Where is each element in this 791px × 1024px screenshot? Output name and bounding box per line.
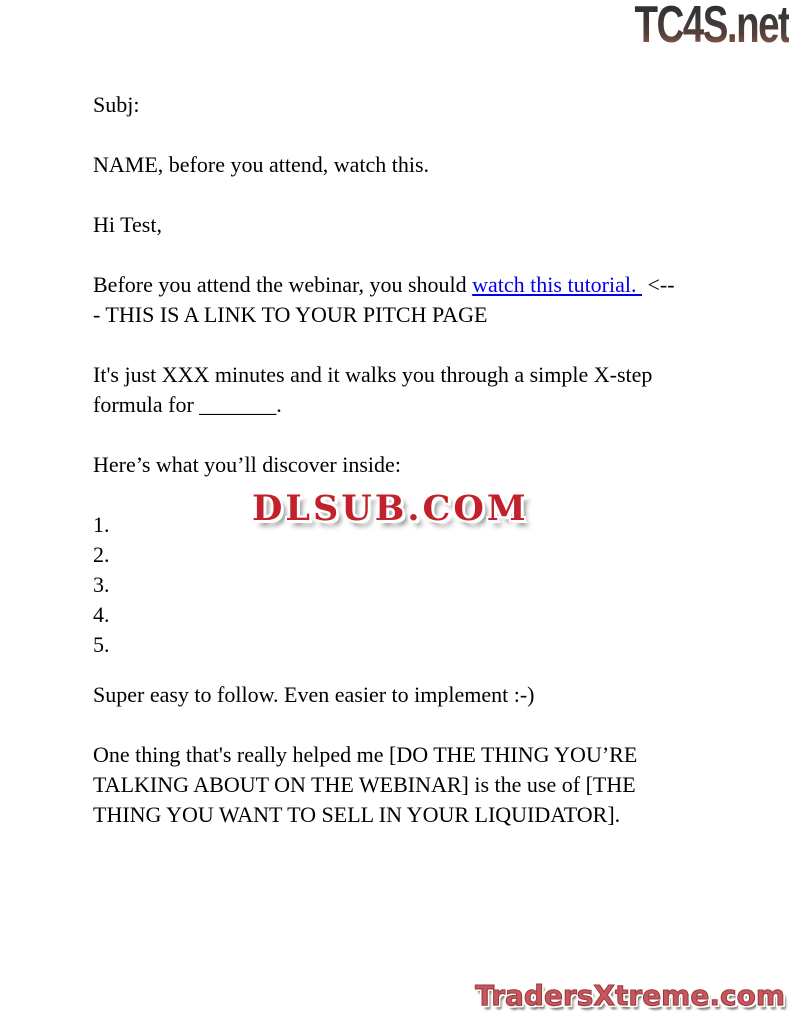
tc4s-logo: TC4S.net: [634, 0, 789, 54]
discover-list: [93, 510, 679, 660]
list-item-1: 1.: [93, 512, 110, 537]
subject-line: NAME, before you attend, watch this.: [93, 152, 430, 177]
greeting: Hi Test,: [93, 212, 162, 237]
link-paragraph-before: Before you attend the webinar, you should: [93, 272, 473, 297]
subject-label: Subj:: [93, 92, 140, 117]
tradersxtreme-logo: TradersXtreme.com: [475, 979, 785, 1012]
list-item-5: 5.: [93, 632, 110, 657]
list-item-3: 3.: [93, 572, 110, 597]
duration-paragraph: It's just XXX minutes and it walks you through a simple X-step formula for _______.: [93, 362, 653, 417]
tutorial-link[interactable]: watch this tutorial.: [472, 272, 642, 297]
discover-intro: Here’s what you’ll discover inside:: [93, 452, 401, 477]
link-paragraph: [93, 270, 679, 330]
list-item-4: 4.: [93, 602, 110, 627]
closing-paragraph: One thing that's really helped me [DO THE THING YOU’RE TALKING ABOUT ON THE WEBINAR] is the use of [THE THING YOU WANT TO SELL IN YOUR LIQUIDATOR].: [93, 742, 638, 827]
link-paragraph-after: <--- THIS IS A LINK TO YOUR PITCH PAGE: [93, 272, 675, 327]
list-item-2: 2.: [93, 542, 110, 567]
easy-line: Super easy to follow. Even easier to implement :-): [93, 682, 535, 707]
email-body: [93, 90, 679, 860]
dlsub-watermark: DLSUB.COM: [252, 488, 529, 529]
